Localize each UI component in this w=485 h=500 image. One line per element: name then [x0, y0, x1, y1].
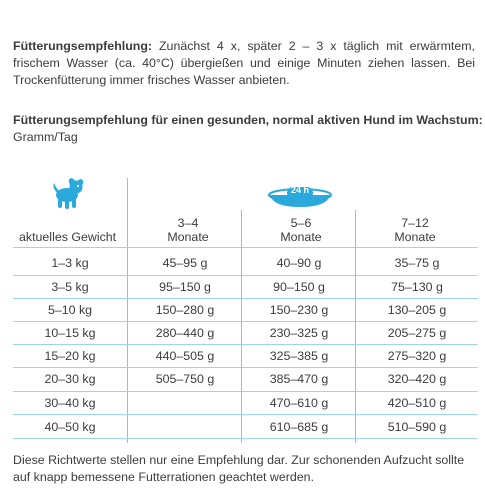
weight-cell: 20–30 kg — [44, 372, 96, 386]
value-cell: 320–420 g — [387, 372, 447, 386]
puppy-icon — [49, 178, 87, 210]
feeding-table — [0, 178, 485, 443]
value-cell: 205–275 g — [387, 326, 447, 340]
weight-cell: 15–20 kg — [44, 349, 96, 363]
column-7-12-header: 7–12 Monate — [394, 216, 436, 244]
footer-note: Diese Richtwerte stellen nur eine Empfehlung dar. Zur schonenden Aufzucht sollte auf knapp bemessene Futterrationen geachtet werden. — [13, 453, 465, 484]
weight-cell: 40–50 kg — [44, 420, 96, 434]
value-cell: 275–320 g — [387, 349, 447, 363]
value-cell: 45–95 g — [162, 256, 208, 270]
value-cell: 385–470 g — [269, 372, 329, 386]
value-cell: 95–150 g — [159, 280, 211, 294]
unit-label: Gramm/Tag — [13, 130, 78, 144]
value-cell: 280–440 g — [155, 326, 215, 340]
value-cell: 470–610 g — [269, 396, 329, 410]
value-cell: 325–385 g — [269, 349, 329, 363]
value-cell: 35–75 g — [394, 256, 440, 270]
bowl-label: 24 h — [290, 185, 309, 195]
weight-header: aktuelles Gewicht — [19, 230, 117, 244]
value-cell: 150–230 g — [269, 303, 329, 317]
intro-text: Zunächst 4 x, später 2 – 3 x täglich mit erwärmtem, frischem Wasser (ca. 40°C) übergießen und einige Minuten ziehen lassen. Bei Trockenfütterung immer frisches Wasser anbieten. — [13, 39, 475, 87]
column-5-6-header: 5–6 Monate — [280, 216, 322, 244]
value-cell: 130–205 g — [387, 303, 447, 317]
weight-cell: 5–10 kg — [47, 303, 93, 317]
value-cell: 40–90 g — [276, 256, 322, 270]
section-heading: Fütterungsempfehlung für einen gesunden, normal aktiven Hund im Wachstum: — [13, 113, 483, 127]
weight-cell: 1–3 kg — [51, 256, 89, 270]
value-cell: 420–510 g — [387, 396, 447, 410]
weight-cell: 3–5 kg — [51, 280, 89, 294]
value-cell: 150–280 g — [155, 303, 215, 317]
intro-paragraph — [13, 38, 475, 89]
weight-cell: 30–40 kg — [44, 396, 96, 410]
value-cell: 90–150 g — [273, 280, 325, 294]
intro-lead: Fütterungsempfehlung: — [13, 39, 153, 53]
value-cell: 75–130 g — [391, 280, 443, 294]
value-cell: 510–590 g — [387, 420, 447, 434]
value-cell: 230–325 g — [269, 326, 329, 340]
value-cell: 505–750 g — [155, 372, 215, 386]
column-3-4-header: 3–4 Monate — [167, 216, 209, 244]
value-cell: 440–505 g — [155, 349, 215, 363]
weight-cell: 10–15 kg — [44, 326, 96, 340]
value-cell: 610–685 g — [269, 420, 329, 434]
